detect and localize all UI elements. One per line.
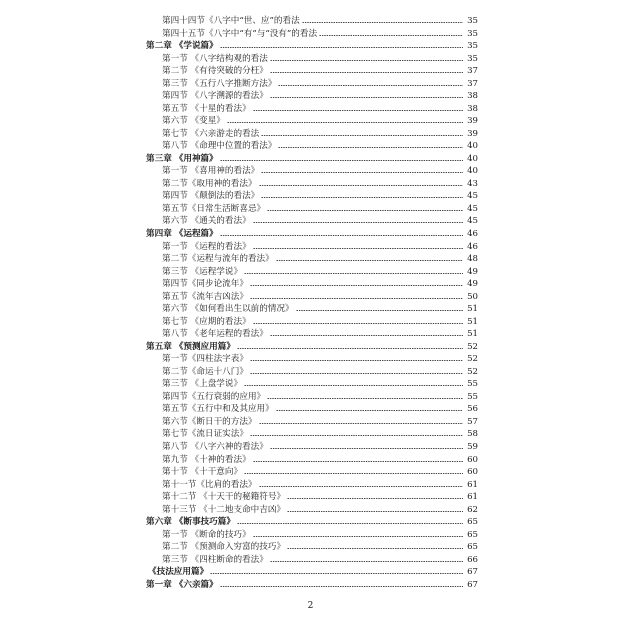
toc-entry-page: 51 (467, 304, 478, 315)
dot-leader (261, 196, 463, 199)
toc-entry-title: 第八节 《八字六神的看法》 (162, 442, 268, 453)
dot-leader (259, 184, 463, 187)
toc-entry-title: 第十节 《十干意向》 (162, 467, 243, 478)
toc-section-entry[interactable] (0, 303, 621, 315)
toc-entry-title: 第一节 《断命的技巧》 (162, 529, 251, 540)
toc-entry-title: 第三节 《五行八字推断方法》 (162, 78, 277, 89)
toc-entry-title: 第三节 《四柱断命的看法》 (162, 554, 268, 565)
dot-leader (276, 259, 463, 262)
dot-leader (267, 209, 463, 212)
toc-section-entry[interactable] (0, 266, 621, 278)
toc-entry-title: 第九节 《十神的看法》 (162, 454, 251, 465)
toc-section-entry[interactable] (0, 140, 621, 152)
toc-entry-title: 第八节 《老年运程的看法》 (162, 329, 268, 340)
dot-leader (259, 485, 463, 488)
toc-entry-page: 48 (467, 254, 478, 265)
toc-entry-title: 第五节《五行中和及其应用》 (162, 404, 274, 415)
dot-leader (253, 460, 463, 463)
dot-leader (270, 560, 463, 563)
toc-entry-page: 35 (467, 41, 478, 52)
dot-leader (253, 109, 463, 112)
toc-entry-page: 65 (467, 529, 478, 540)
toc-section-entry[interactable] (0, 203, 621, 215)
toc-section-entry[interactable] (0, 504, 621, 516)
toc-section-entry[interactable] (0, 491, 621, 503)
toc-chapter-entry[interactable] (0, 153, 621, 165)
toc-section-entry[interactable] (0, 416, 621, 428)
toc-section-entry[interactable] (0, 541, 621, 553)
toc-entry-page: 56 (467, 404, 478, 415)
dot-leader (250, 297, 463, 300)
toc-entry-page: 40 (467, 153, 478, 164)
toc-entry-title: 第五节 《十星的看法》 (162, 103, 251, 114)
dot-leader (253, 535, 463, 538)
toc-entry-title: 第六节 《通关的看法》 (162, 216, 251, 227)
toc-entry-page: 51 (467, 329, 478, 340)
toc-section-entry[interactable] (0, 466, 621, 478)
dot-leader (287, 547, 463, 550)
toc-entry-title: 《技法应用篇》 (148, 567, 209, 578)
dot-leader (287, 497, 463, 500)
toc-entry-title: 第一节 《运程的看法》 (162, 241, 251, 252)
toc-section-entry[interactable] (0, 215, 621, 227)
toc-section-entry[interactable] (0, 441, 621, 453)
toc-section-entry[interactable] (0, 241, 621, 253)
toc-section-entry[interactable] (0, 165, 621, 177)
dot-leader (244, 384, 463, 387)
dot-leader (250, 284, 463, 287)
toc-section-entry[interactable] (0, 15, 621, 27)
toc-entry-title: 第一节《四柱法字表》 (162, 354, 248, 365)
dot-leader (220, 585, 463, 588)
dot-leader (244, 472, 463, 475)
dot-leader (261, 171, 463, 174)
toc-entry-page: 55 (467, 379, 478, 390)
toc-entry-page: 55 (467, 391, 478, 402)
dot-leader (278, 146, 463, 149)
toc-entry-page: 67 (467, 579, 478, 590)
dot-leader (270, 447, 463, 450)
toc-entry-page: 65 (467, 517, 478, 528)
toc-entry-page: 45 (467, 191, 478, 202)
toc-entry-page: 58 (467, 429, 478, 440)
toc-entry-title: 第七节《流日证实法》 (162, 429, 248, 440)
dot-leader (237, 347, 463, 350)
toc-entry-title: 第六节 《变星》 (162, 116, 225, 127)
toc-chapter-entry[interactable] (0, 579, 621, 591)
toc-entry-page: 52 (467, 366, 478, 377)
dot-leader (261, 134, 463, 137)
toc-entry-page: 57 (467, 416, 478, 427)
toc-entry-page: 45 (467, 203, 478, 214)
dot-leader (220, 234, 463, 237)
dot-leader (250, 434, 463, 437)
toc-entry-page: 35 (467, 16, 478, 26)
toc-entry-page: 62 (467, 504, 478, 515)
toc-entry-page: 37 (467, 66, 478, 77)
toc-entry-page: 49 (467, 266, 478, 277)
toc-entry-title: 第二节《命运十八门》 (162, 366, 248, 377)
toc-section-entry[interactable] (0, 479, 621, 491)
toc-entry-title: 第一节 《八字结构观的看法 (162, 53, 268, 64)
toc-entry-title: 第十三节 《十二地支命中吉凶》 (162, 504, 286, 515)
dot-leader (270, 334, 463, 337)
toc-section-entry[interactable] (0, 529, 621, 541)
toc-entry-page: 60 (467, 467, 478, 478)
toc-entry-title: 第四章 《运程篇》 (146, 229, 218, 239)
toc-section-entry[interactable] (0, 65, 621, 77)
dot-leader (270, 71, 463, 74)
toc-section-entry[interactable] (0, 316, 621, 328)
toc-entry-page: 60 (467, 454, 478, 465)
toc-entry-title: 第三节 《运程学说》 (162, 266, 243, 277)
toc-entry-page: 40 (467, 141, 478, 152)
toc-entry-page: 52 (467, 341, 478, 352)
dot-leader (237, 522, 463, 525)
toc-entry-title: 第四节《五行衰弱的应用》 (162, 391, 266, 402)
toc-section-entry[interactable] (0, 53, 621, 65)
toc-entry-page: 40 (467, 166, 478, 177)
toc-entry-page: 39 (467, 128, 478, 139)
toc-chapter-entry[interactable] (0, 228, 621, 240)
dot-leader (220, 46, 463, 49)
toc-entry-page: 59 (467, 442, 478, 453)
toc-section-entry[interactable] (0, 328, 621, 340)
dot-leader (296, 309, 463, 312)
dot-leader (253, 322, 463, 325)
toc-entry-title: 第二节 《有待突破的分枉》 (162, 66, 268, 77)
toc-entry-page: 39 (467, 116, 478, 127)
toc-entry-title: 第二节《运程与流年的看法》 (162, 254, 274, 265)
toc-section-entry[interactable] (0, 454, 621, 466)
toc-entry-page: 52 (467, 354, 478, 365)
toc-entry-title: 第十二节 《十天干的秘籍符号》 (162, 492, 286, 503)
toc-section-entry[interactable] (0, 378, 621, 390)
toc-entry-title: 第二章 《学说篇》 (146, 41, 218, 52)
toc-entry-page: 51 (467, 316, 478, 327)
toc-entry-title: 第六章 《断事技巧篇》 (146, 517, 235, 528)
toc-entry-title: 第三章 《用神篇》 (146, 153, 218, 164)
toc-section-entry[interactable] (0, 103, 621, 115)
toc-entry-page: 67 (467, 567, 478, 578)
toc-entry-title: 第二节《取用神的看法》 (162, 178, 257, 189)
toc-section-entry[interactable] (0, 291, 621, 303)
toc-entry-page: 38 (467, 103, 478, 114)
dot-leader (319, 34, 463, 37)
toc-entry-title: 第五节《日常生活断喜忌》 (162, 203, 266, 214)
toc-entry-title: 第一章 《六亲篇》 (146, 579, 218, 590)
toc-entry-page: 37 (467, 78, 478, 89)
dot-leader (253, 247, 463, 250)
dot-leader (210, 572, 463, 575)
toc-entry-title: 第十一节《比肩的看法》 (162, 479, 257, 490)
toc-chapter-entry[interactable] (0, 40, 621, 52)
dot-leader (250, 372, 463, 375)
toc-section-entry[interactable] (0, 128, 621, 140)
dot-leader (227, 121, 463, 124)
toc-chapter-entry[interactable] (0, 516, 621, 528)
dot-leader (287, 510, 463, 513)
toc-entry-page: 50 (467, 291, 478, 302)
toc-section-entry[interactable] (0, 190, 621, 202)
toc-section-entry[interactable] (0, 28, 621, 40)
dot-leader (267, 397, 463, 400)
toc-entry-page: 38 (467, 91, 478, 102)
toc-entry-title: 第四节 《八字溯源的看法》 (162, 91, 268, 102)
toc-entry-page: 46 (467, 241, 478, 252)
dot-leader (250, 359, 463, 362)
toc-entry-page: 45 (467, 216, 478, 227)
toc-entry-title: 第一节 《喜用神的看法》 (162, 166, 260, 177)
toc-entry-title: 第四十四节《八字中“世、应”的看法 (162, 16, 300, 26)
toc-entry-title: 第三节 《上盘学说》 (162, 379, 243, 390)
toc-entry-title: 第四十五节《八字中“有”与“没有”的看法 (162, 28, 318, 39)
toc-chapter-entry[interactable] (0, 566, 621, 578)
toc-chapter-entry[interactable] (0, 341, 621, 353)
toc-section-entry[interactable] (0, 403, 621, 415)
toc-section-entry[interactable] (0, 353, 621, 365)
toc-entry-title: 第八节 《命理中位置的看法》 (162, 141, 277, 152)
dot-leader (270, 96, 463, 99)
dot-leader (244, 272, 463, 275)
toc-entry-title: 第二节 《预测命入穷富的技巧》 (162, 542, 286, 553)
dot-leader (220, 159, 463, 162)
toc-entry-page: 46 (467, 229, 478, 239)
toc-entry-title: 第七节 《应期的看法》 (162, 316, 251, 327)
toc-section-entry[interactable] (0, 278, 621, 290)
toc-entry-page: 66 (467, 554, 478, 565)
toc-entry-title: 第五章 《预测应用篇》 (146, 341, 235, 352)
dot-leader (302, 21, 463, 24)
toc-entry-page: 49 (467, 279, 478, 290)
dot-leader (270, 59, 463, 62)
toc-entry-page: 65 (467, 542, 478, 553)
toc-entry-page: 35 (467, 53, 478, 64)
toc-section-entry[interactable] (0, 90, 621, 102)
toc-entry-page: 61 (467, 479, 478, 490)
toc-entry-page: 35 (467, 28, 478, 39)
toc-section-entry[interactable] (0, 554, 621, 566)
toc-section-entry[interactable] (0, 78, 621, 90)
toc-section-entry[interactable] (0, 366, 621, 378)
dot-leader (253, 221, 463, 224)
toc-entry-page: 61 (467, 492, 478, 503)
dot-leader (276, 409, 463, 412)
toc-section-entry[interactable] (0, 391, 621, 403)
toc-entry-title: 第五节《流年吉凶法》 (162, 291, 248, 302)
toc-entry-title: 第四节 《颠倒法的看法》 (162, 191, 260, 202)
toc-entry-page: 43 (467, 178, 478, 189)
dot-leader (278, 84, 463, 87)
toc-entry-title: 第四节《同步论流年》 (162, 279, 248, 290)
toc-entry-title: 第六节《断日干的方法》 (162, 416, 257, 427)
toc-section-entry[interactable] (0, 115, 621, 127)
toc-entry-title: 第七节 《六亲游走的看法 (162, 128, 260, 139)
page-number: 2 (307, 601, 314, 611)
toc-section-entry[interactable] (0, 428, 621, 440)
toc-section-entry[interactable] (0, 178, 621, 190)
toc-entry-title: 第六节 《如何看出生以前的情况》 (162, 304, 294, 315)
toc-section-entry[interactable] (0, 253, 621, 265)
dot-leader (259, 422, 463, 425)
